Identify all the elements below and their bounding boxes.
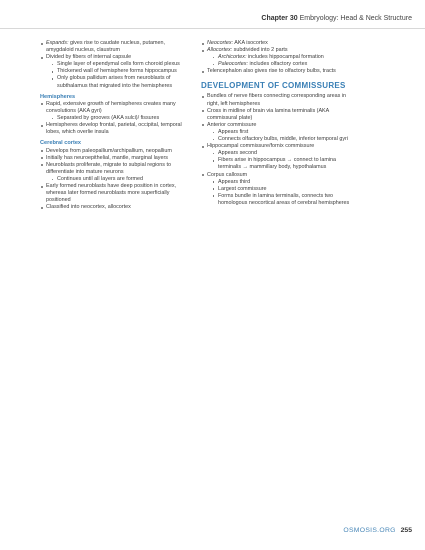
sub-list-item: Only globus pallidum arises from neuroblasts of subthalamus that migrated into the hemispheres — [40, 75, 190, 89]
sub-list-item — [201, 54, 353, 61]
term-allocortex: Allocortex: — [207, 47, 233, 54]
list-item: Hemispheres develop frontal, parietal, occipital, temporal lobes, which overlie insula — [40, 122, 190, 136]
list-item: Rapid, extensive growth of hemispheres creates many convolutions (AKA gyri) — [40, 101, 190, 115]
sub-list-item: Appears second — [201, 150, 353, 157]
list-item — [201, 40, 353, 47]
item-text: includes hippocampal formation — [246, 54, 324, 61]
list-item — [40, 40, 190, 54]
sub-list-item: Thickened wall of hemisphere forms hippocampus — [40, 68, 190, 75]
list-item: Cross in midline of brain via lamina terminalis (AKA commissural plate) — [201, 108, 353, 122]
term-neocortex: Neocortex: — [207, 40, 234, 46]
item-text: subdivided into 2 parts — [232, 47, 288, 54]
section-title-commissures: DEVELOPMENT OF COMMISSURES — [201, 81, 346, 91]
term-archicortex: Archicortex: — [218, 54, 247, 61]
item-text: gives rise to caudate nucleus, putamen, amygdaloid nucleus, claustrum — [46, 40, 165, 54]
chapter-number: Chapter 30 — [261, 15, 298, 22]
page-footer — [343, 527, 412, 534]
subheading-cerebral-cortex: Cerebral cortex — [40, 140, 82, 147]
running-header — [261, 15, 412, 22]
list-item: Classified into neocortex, allocortex — [40, 204, 190, 211]
list-item: Early formed neuroblasts have deep position in cortex, whereas later formed neuroblasts more superficially positioned — [40, 183, 190, 204]
term-paleocortex: Paleocortex: — [218, 61, 248, 68]
sub-list-item — [201, 61, 353, 68]
page-number: 255 — [400, 527, 412, 534]
subheading-hemispheres: Hemispheres — [40, 93, 76, 100]
sub-list-item: Appears third — [201, 179, 353, 186]
list-item: Develops from paleopallium/archipallium, neopallium — [40, 148, 190, 155]
sub-list-item: Single layer of ependymal cells form choroid plexus — [40, 61, 190, 68]
list-item: Corpus callosum — [201, 172, 353, 179]
list-item: Bundles of nerve fibers connecting corresponding areas in right, left hemispheres — [201, 93, 353, 107]
sub-list-item: Largest commissure — [201, 186, 353, 193]
sub-list-item: Appears first — [201, 129, 353, 136]
sub-list-item: Fibers arise in hippocampus → connect to lamina terminalis → mammillary body, hypothalamus — [201, 157, 353, 171]
list-item — [201, 47, 353, 54]
sub-list-item: Connects olfactory bulbs, middle, inferior temporal gyri — [201, 136, 353, 143]
left-column — [40, 40, 190, 211]
term-expands: Expands: — [46, 40, 69, 46]
list-item: Anterior commissure — [201, 122, 353, 129]
sub-list-item: Separated by grooves (AKA sulci)/ fissures — [40, 115, 190, 122]
right-column — [201, 40, 353, 207]
item-text: AKA isocortex — [233, 40, 268, 46]
list-item: Neuroblasts proliferate, migrate to subpial regions to differentiate into mature neurons — [40, 162, 190, 176]
item-text: includes olfactory cortex — [247, 61, 308, 68]
brand-link[interactable]: OSMOSIS.ORG — [343, 527, 396, 534]
list-item: Hippocampal commissure/fornix commissure — [201, 143, 353, 150]
chapter-title: Embryology: Head & Neck Structure — [299, 15, 412, 22]
sub-list-item: Forms bundle in lamina terminalis, connects two homologous neocortical areas of cerebral hemispheres — [201, 193, 353, 207]
list-item: Telencephalon also gives rise to olfactory bulbs, tracts — [201, 68, 353, 75]
list-item: Initially has neuroepithelial, mantle, marginal layers — [40, 155, 190, 162]
header-divider — [0, 28, 425, 29]
list-item: Divided by fibers of internal capsule — [40, 54, 190, 61]
sub-list-item: Continues until all layers are formed — [40, 176, 190, 183]
